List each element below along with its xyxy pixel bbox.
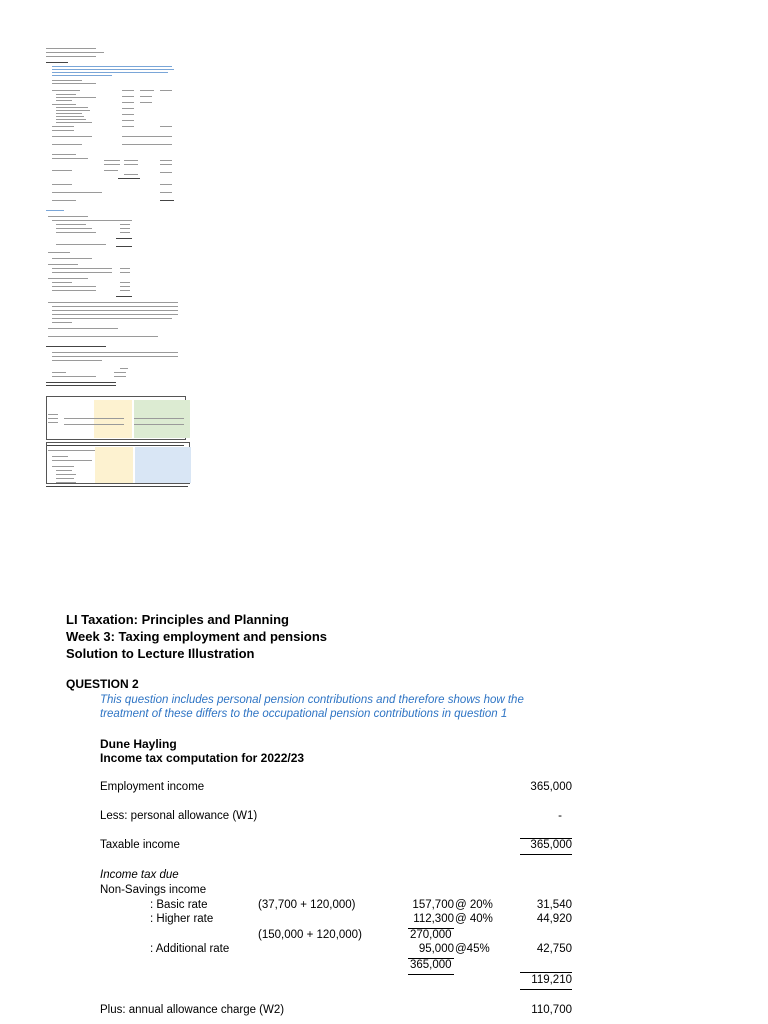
additional-rate-amount: 95,000 (418, 943, 454, 955)
band-total-underline (408, 974, 454, 975)
personal-allowance-value: - (558, 810, 562, 822)
question-note-line2: treatment of these differs to the occupational pension contributions in question 1 (100, 708, 508, 720)
additional-rate-percent: @45% (455, 943, 490, 955)
doc-title-line1: LI Taxation: Principles and Planning (66, 612, 289, 627)
thumbnail-table-2 (46, 442, 190, 484)
basic-rate-calc: (37,700 + 120,000) (258, 899, 356, 911)
additional-rate-tax: 42,750 (536, 943, 572, 955)
basic-rate-tax: 31,540 (536, 899, 572, 911)
higher-rate-tax: 44,920 (536, 913, 572, 925)
additional-rate-label: : Additional rate (150, 943, 230, 955)
doc-title-line2: Week 3: Taxing employment and pensions (66, 629, 328, 644)
employment-income-label: Employment income (100, 781, 205, 793)
higher-rate-percent: @ 40% (455, 913, 493, 925)
higher-rate-amount: 112,300 (413, 913, 454, 925)
thumbnail-footer-rule (46, 486, 188, 487)
question-note-line1: This question includes personal pension contributions and therefore shows how the (100, 694, 524, 706)
computation-heading: Income tax computation for 2022/23 (100, 751, 305, 765)
band-subtotal: 270,000 (410, 929, 452, 941)
tax-total-rule (520, 972, 572, 973)
employment-income-value: 365,000 (530, 781, 572, 793)
annual-allowance-charge-value: 110,700 (531, 1004, 572, 1016)
taxable-income-value: 365,000 (530, 839, 572, 851)
taxable-income-label: Taxable income (100, 839, 180, 851)
higher-rate-calc: (150,000 + 120,000) (258, 929, 362, 941)
taxpayer-name: Dune Hayling (100, 737, 177, 751)
page-thumbnail (44, 44, 192, 494)
basic-rate-amount: 157,700 (412, 899, 454, 911)
taxable-income-underline (520, 854, 572, 855)
personal-allowance-label: Less: personal allowance (W1) (100, 810, 258, 822)
tax-total-underline (520, 989, 572, 990)
band-total: 365,000 (410, 959, 452, 971)
basic-rate-percent: @ 20% (455, 899, 493, 911)
annual-allowance-charge-label: Plus: annual allowance charge (W2) (100, 1004, 285, 1016)
basic-rate-label: : Basic rate (150, 899, 208, 911)
doc-title-line3: Solution to Lecture Illustration (66, 646, 255, 661)
income-tax-due-label: Income tax due (100, 869, 179, 881)
question-heading: QUESTION 2 (66, 677, 139, 691)
non-savings-income-label: Non-Savings income (100, 884, 207, 896)
tax-total: 119,210 (531, 974, 572, 986)
higher-rate-label: : Higher rate (150, 913, 214, 925)
